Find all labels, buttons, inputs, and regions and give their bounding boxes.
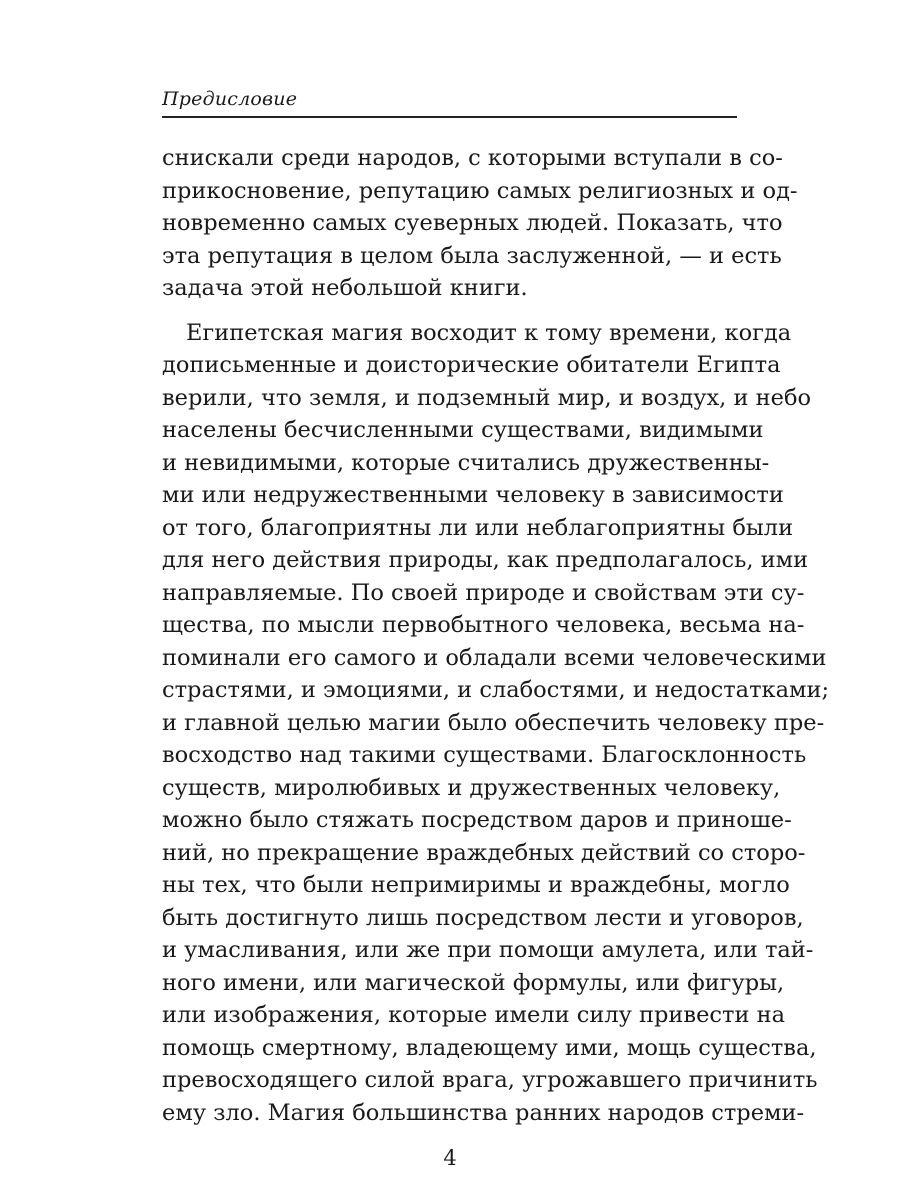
running-head: Предисловие (162, 88, 298, 110)
header-rule (162, 116, 737, 118)
text-line: помощь смертному, владеющему ими, мощь существа, (162, 1035, 817, 1061)
text-line: задача этой небольшой книги. (162, 275, 528, 301)
text-line: направляемые. По своей природе и свойствам эти су- (162, 580, 805, 606)
text-line: ны тех, что были непримиримы и враждебны, могло (162, 872, 790, 898)
text-line: ного имени, или магической формулы, или фигуры, (162, 970, 785, 996)
text-line: страстями, и эмоциями, и слабостями, и недостатками; (162, 677, 830, 703)
text-line: можно было стяжать посредством даров и приноше- (162, 807, 792, 833)
text-line: или изображения, которые имели силу привести на (162, 1002, 786, 1028)
text-line: восходство над такими существами. Благосклонность (162, 742, 807, 768)
text-line: прикосновение, репутацию самых религиозных и од- (162, 178, 798, 204)
text-line: превосходящего силой врага, угрожавшего причинить (162, 1067, 818, 1093)
text-line: ему зло. Магия большинства ранних народов стреми- (162, 1100, 805, 1126)
text-line: от того, благоприятны ли или неблагоприятны были (162, 515, 794, 541)
text-line: верили, что земля, и подземный мир, и воздух, и небо (162, 385, 812, 411)
text-line: ний, но прекращение враждебных действий со сторо- (162, 840, 806, 866)
text-line: для него действия природы, как предполагалось, ими (162, 547, 809, 573)
text-line: ми или недружественными человеку в зависимости (162, 482, 784, 508)
text-line: дописьменные и доисторические обитатели Египта (162, 352, 781, 378)
text-line: и невидимыми, которые считались дружественны- (162, 450, 770, 476)
text-line: новременно самых суеверных людей. Показать, что (162, 210, 783, 236)
page-number: 4 (443, 1146, 457, 1170)
text-line: снискали среди народов, с которыми вступали в со- (162, 145, 783, 171)
text-line: населены бесчисленными существами, видимыми (162, 417, 764, 443)
text-line: Египетская магия восходит к тому времени, когда (186, 320, 792, 346)
text-line: существ, миролюбивых и дружественных человеку, (162, 775, 781, 801)
text-line: эта репутация в целом была заслуженной, — и есть (162, 243, 782, 269)
text-line: быть достигнуто лишь посредством лести и уговоров, (162, 905, 804, 931)
text-line: щества, по мысли первобытного человека, весьма на- (162, 612, 805, 638)
text-line: и умасливания, или же при помощи амулета, или тай- (162, 937, 814, 963)
text-line: поминали его самого и обладали всеми человеческими (162, 645, 827, 671)
text-line: и главной целью магии было обеспечить человеку пре- (162, 710, 825, 736)
